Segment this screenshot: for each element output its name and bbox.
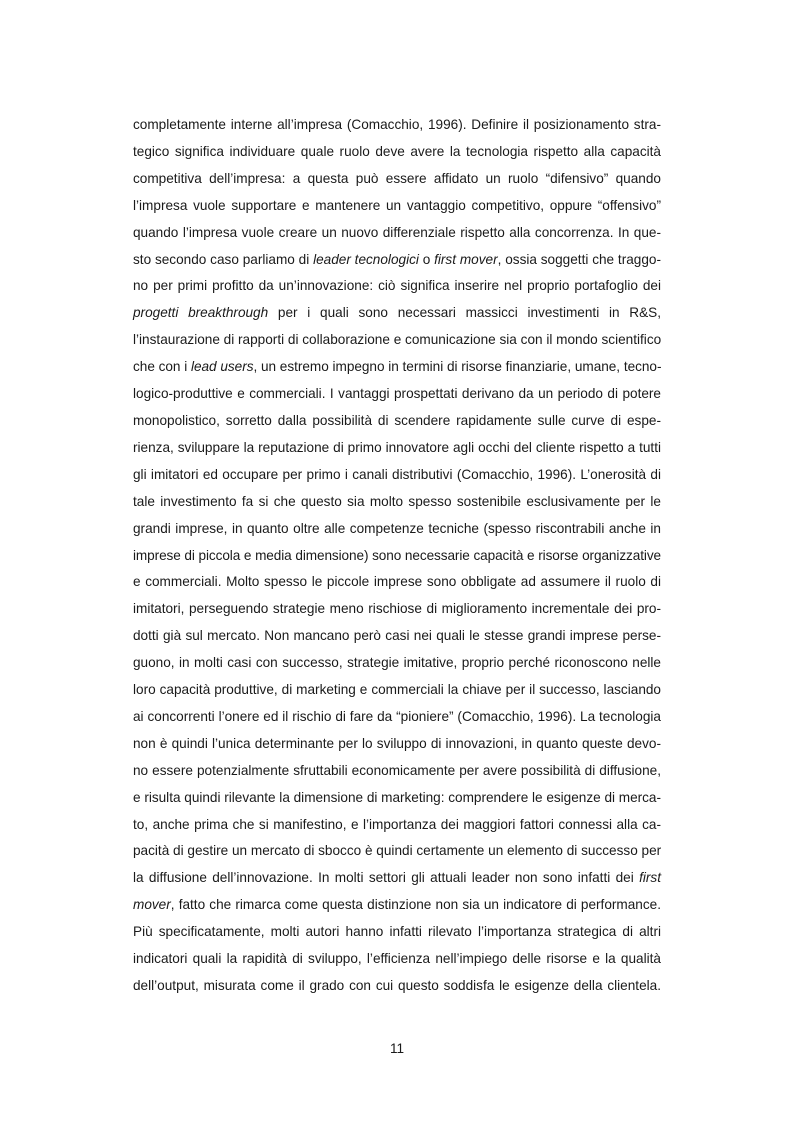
text-run: pacità di gestire un mercato di sbocco è quindi certamente un elemento di successo per (133, 843, 662, 859)
text-run: , fatto che rimarca come questa distinzione non sia un indicatore di performance. (170, 897, 661, 913)
text-run: no per primi profitto da un’innovazione: ciò significa inserire nel proprio portafoglio dei (133, 278, 661, 294)
text-line (133, 489, 661, 516)
text-line (133, 462, 661, 489)
text-run: , un estremo impegno in termini di risorse finanziarie, umane, tecno- (253, 359, 662, 375)
text-line (133, 516, 661, 543)
text-run: non è quindi l’unica determinante per lo sviluppo di innovazioni, in quanto queste devo- (133, 735, 661, 751)
text-run: to, anche prima che si manifestino, e l’importanza dei maggiori fattori connessi alla ca- (133, 816, 661, 832)
text-run: quando l’impresa vuole creare un nuovo differenziale rispetto alla concorrenza. In que- (133, 224, 661, 240)
text-run: no essere potenzialmente sfruttabili economicamente per avere possibilità di diffusione, (133, 762, 661, 778)
text-run: , ossia soggetti che traggo- (497, 251, 662, 267)
text-line (133, 892, 661, 919)
text-run: che con i (133, 359, 191, 375)
text-run: monopolistico, sorretto dalla possibilità di scendere rapidamente sulle curve di espe- (133, 412, 661, 428)
text-line (133, 273, 661, 300)
text-line (133, 623, 661, 650)
text-run: la diffusione dell’innovazione. In molti settori gli attuali leader non sono infatti dei (133, 870, 640, 886)
text-line (133, 435, 661, 462)
text-line (133, 919, 661, 946)
text-line (133, 112, 661, 139)
text-run: l’impresa vuole supportare e mantenere un vantaggio competitivo, oppure “offensivo” (133, 197, 661, 213)
text-run: l’instaurazione di rapporti di collaborazione e comunicazione sia con il mondo scientifico (133, 332, 662, 348)
text-run: per i quali sono necessari massicci investimenti in R&S, (268, 305, 661, 321)
text-line (133, 543, 661, 570)
text-run: logico-produttive e commerciali. I vantaggi prospettati derivano da un periodo di potere (133, 386, 661, 402)
text-line (133, 812, 661, 839)
text-line (133, 704, 661, 731)
text-run: sto secondo caso parliamo di (133, 251, 314, 267)
page-number: 11 (389, 1041, 405, 1056)
text-line (133, 327, 661, 354)
text-run: imitatori, perseguendo strategie meno rischiose di miglioramento incrementale dei pro- (133, 601, 661, 617)
italic-term: mover (133, 897, 171, 913)
italic-term: leader tecnologici (313, 251, 419, 267)
body-text (133, 112, 661, 1000)
text-run: tale investimento fa si che questo sia molto spesso sostenibile esclusivamente per le (133, 493, 661, 509)
text-run: Più specificatamente, molti autori hanno infatti rilevato l’importanza strategica di altri (133, 924, 661, 940)
text-run: loro capacità produttive, di marketing e commerciali la chiave per il successo, lasciando (133, 682, 661, 698)
text-run: dotti già sul mercato. Non mancano però casi nei quali le stesse grandi imprese perse- (133, 628, 661, 644)
text-line (133, 973, 661, 1000)
text-line (133, 946, 661, 973)
text-run: competitiva dell’impresa: a questa può essere affidato un ruolo “difensivo” quando (133, 170, 661, 186)
text-run: grandi imprese, in quanto oltre alle competenze tecniche (spesso riscontrabili anche in (133, 520, 661, 536)
text-line (133, 865, 661, 892)
text-line (133, 381, 661, 408)
text-line (133, 569, 661, 596)
text-line (133, 677, 661, 704)
italic-term: first mover (434, 251, 498, 267)
text-run: ai concorrenti l’onere ed il rischio di fare da “pioniere” (Comacchio, 1996). La tecnologia (133, 708, 661, 724)
text-line (133, 758, 661, 785)
text-run: indicatori quali la rapidità di sviluppo, l’efficienza nell’impiego delle risorse e la qualità (133, 951, 661, 967)
text-run: completamente interne all’impresa (Comacchio, 1996). Definire il posizionamento stra- (133, 117, 661, 132)
text-run: guono, in molti casi con successo, strategie imitative, proprio perché riconoscono nelle (133, 655, 661, 671)
text-run: dell’output, misurata come il grado con cui questo soddisfa le esigenze della clientela. (133, 978, 661, 993)
text-line (133, 220, 661, 247)
text-line (133, 300, 661, 327)
text-line (133, 193, 661, 220)
text-line (133, 408, 661, 435)
text-line (133, 596, 661, 623)
italic-term: lead users (190, 359, 254, 375)
italic-term: progetti breakthrough (133, 305, 269, 321)
italic-term: first (639, 870, 661, 886)
text-run: tegico significa individuare quale ruolo deve avere la tecnologia rispetto alla capacità (133, 143, 661, 159)
text-run: gli imitatori ed occupare per primo i canali distributivi (Comacchio, 1996). L’onerosità di (133, 466, 661, 482)
text-line (133, 354, 661, 381)
text-line (133, 166, 661, 193)
text-run: e commerciali. Molto spesso le piccole imprese sono obbligate ad assumere il ruolo di (133, 574, 661, 590)
text-run: imprese di piccola e media dimensione) sono necessarie capacità e risorse organizzative (133, 547, 661, 563)
text-line (133, 139, 661, 166)
text-line (133, 650, 661, 677)
text-run: e risulta quindi rilevante la dimensione di marketing: comprendere le esigenze di merca- (133, 789, 661, 805)
text-line (133, 247, 661, 274)
text-line (133, 731, 661, 758)
text-run: rienza, sviluppare la reputazione di primo innovatore agli occhi del cliente rispetto a tutti (133, 439, 661, 455)
text-line (133, 838, 661, 865)
text-line (133, 785, 661, 812)
text-run: o (418, 251, 435, 267)
